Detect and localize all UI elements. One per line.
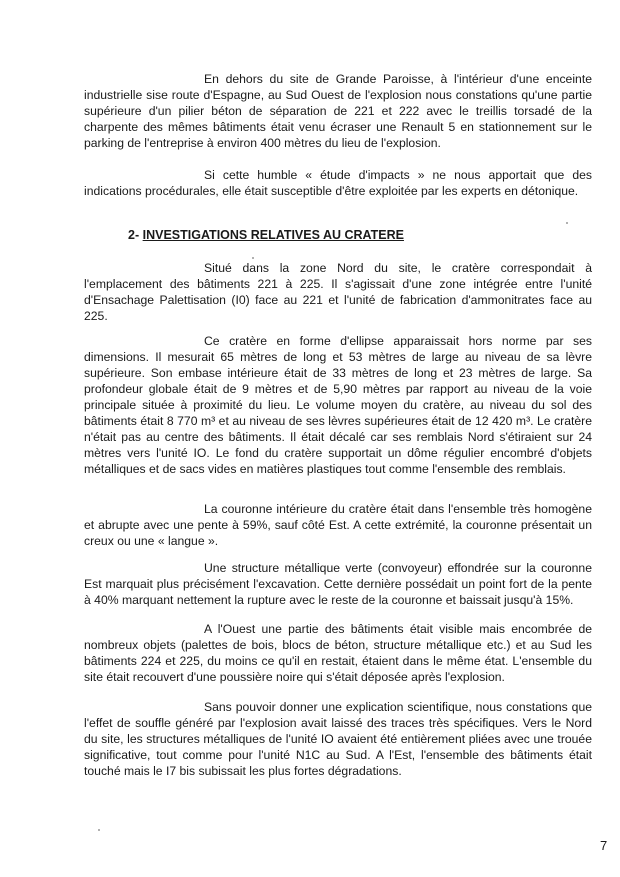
paragraph-text: A l'Ouest une partie des bâtiments était visible mais encombrée de nombreux objets (palettes de bois, blocs de béton, structure métallique etc.) et au Sud les bâtiments 224 et 225, du moins ce qu'il en restait, étaient dans le même état. L'ensemble du site était recouvert d'une poussière noire qui s'était déposée après l'explosion. [84, 622, 592, 684]
page-number: 7 [600, 838, 608, 853]
paragraph-grande-paroisse [84, 71, 592, 151]
paragraph-text: En dehors du site de Grande Paroisse, à l'intérieur d'une enceinte industrielle sise route d'Espagne, au Sud Ouest de l'explosion nous constations qu'une partie supérieure d'un pilier béton de séparation de 221 et 222 avec le treillis torsadé de la charpente des mêmes bâtiments était venu écraser une Renault 5 en stationnement sur le parking de l'entreprise à environ 400 mètres du lieu de l'explosion. [84, 72, 592, 150]
heading-number: 2- [128, 228, 140, 242]
paragraph-souffle [84, 699, 592, 779]
paragraph-text: Sans pouvoir donner une explication scientifique, nous constations que l'effet de souffle généré par l'explosion avait laissé des traces très spécifiques. Vers le Nord du site, les structures métalliques de l'unité IO avaient été entièrement pliées avec une trouée significative, tout comme pour l'unité N1C au Sud. A l'Est, l'ensemble des bâtiments était touché mais le I7 bis subissait les plus fortes dégradations. [84, 700, 592, 778]
paragraph-text: La couronne intérieure du cratère était dans l'ensemble très homogène et abrupte avec une pente à 59%, sauf côté Est. A cette extrémité, la couronne présentait un creux ou une « langue ». [84, 502, 592, 548]
scan-speck [98, 829, 100, 831]
paragraph-text: Situé dans la zone Nord du site, le cratère correspondait à l'emplacement des bâtiments 221 à 225. Il s'agissait d'une zone intégrée entre l'unité d'Ensachage Palettisation (I0) face au 221 et l'unité de fabrication d'ammonitrates face au 225. [84, 261, 592, 323]
paragraph-couronne [84, 501, 592, 549]
paragraph-text: Une structure métallique verte (convoyeur) effondrée sur la couronne Est marquait plus précisément l'excavation. Cette dernière possédait un point fort de la pente à 40% marquant nettement la rupture avec le reste de la couronne et baissait jusqu'à 15%. [84, 561, 592, 607]
scan-speck [566, 222, 568, 224]
paragraph-ellipse [84, 333, 592, 477]
scan-speck [252, 257, 254, 259]
paragraph-ouest [84, 621, 592, 685]
paragraph-zone-nord [84, 260, 592, 324]
paragraph-etude-impacts [84, 167, 592, 199]
paragraph-text: Si cette humble « étude d'impacts » ne nous apportait que des indications procédurales, elle était susceptible d'être exploitée par les experts en détonique. [84, 168, 592, 198]
section-heading [128, 228, 404, 242]
paragraph-convoyeur [84, 560, 592, 608]
paragraph-text: Ce cratère en forme d'ellipse apparaissait hors norme par ses dimensions. Il mesurait 65 mètres de long et 53 mètres de large au niveau de sa lèvre supérieure. Son embase intérieure était de 33 mètres de long et 23 mètres de large. Sa profondeur globale était de 9 mètres et de 5,90 mètres par rapport au niveau de la voie principale située à proximité du lieu. Le volume moyen du cratère, au niveau du sol des bâtiments était 8 770 m³ et au niveau de ses lèvres supérieures était de 12 420 m³. Le cratère n'était pas au centre des bâtiments. Il était décalé car ses remblais Nord s'étiraient sur 24 mètres vers l'unité IO. Le fond du cratère supportait un dôme régulier encombré d'objets métalliques et de sacs vides en matières plastiques tout comme l'ensemble des remblais. [84, 334, 592, 476]
heading-title: INVESTIGATIONS RELATIVES AU CRATERE [142, 228, 404, 242]
